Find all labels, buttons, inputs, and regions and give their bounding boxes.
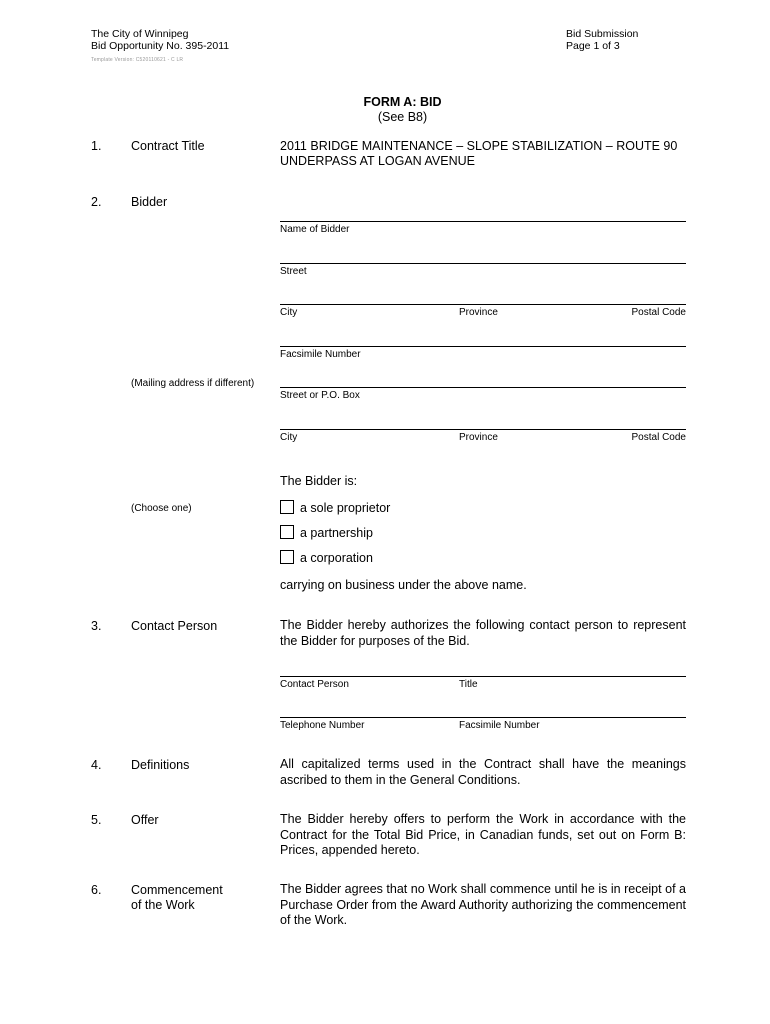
mailing-province-label: Province xyxy=(459,432,498,443)
partnership-label: a partnership xyxy=(300,526,373,540)
section-5-label: Offer xyxy=(131,813,159,827)
form-subtitle: (See B8) xyxy=(377,110,428,124)
facsimile-label: Facsimile Number xyxy=(280,349,361,360)
header-bid-number: Bid Opportunity No. 395-2011 xyxy=(91,40,230,52)
section-6-label-line2: of the Work xyxy=(131,898,195,912)
corporation-checkbox[interactable] xyxy=(280,550,294,564)
section-4-label: Definitions xyxy=(131,758,190,772)
postal-code-label: Postal Code xyxy=(631,307,686,318)
section-1-number: 1. xyxy=(91,139,102,153)
facsimile-field[interactable] xyxy=(280,346,686,347)
contact-person-text: The Bidder hereby authorizes the following contact person to represent the Bidder for purposes of the Bid. xyxy=(280,618,686,648)
contact-person-label: Contact Person xyxy=(280,679,349,690)
province-label: Province xyxy=(459,307,498,318)
header-page-number: Page 1 of 3 xyxy=(566,40,620,52)
section-3-label: Contact Person xyxy=(131,619,218,633)
form-title: FORM A: BID xyxy=(363,95,442,109)
template-version: Template Version: C520110621 - C LR xyxy=(91,57,184,63)
street-label: Street xyxy=(280,266,307,277)
section-2-number: 2. xyxy=(91,195,102,209)
contact-facsimile-label: Facsimile Number xyxy=(459,720,540,731)
section-1-label: Contract Title xyxy=(131,139,205,153)
city-province-postal-field[interactable] xyxy=(280,304,686,305)
mailing-postal-code-label: Postal Code xyxy=(631,432,686,443)
section-6-number: 6. xyxy=(91,883,102,897)
contract-title-line2: UNDERPASS AT LOGAN AVENUE xyxy=(280,154,475,168)
street-field[interactable] xyxy=(280,263,686,264)
section-2-label: Bidder xyxy=(131,195,168,209)
section-5-number: 5. xyxy=(91,813,102,827)
offer-text: The Bidder hereby offers to perform the Work in accordance with the Contract for the Total Bid Price, in Canadian funds, set out on Form B: Prices, appended hereto. xyxy=(280,812,686,857)
telephone-facsimile-field[interactable] xyxy=(280,717,686,718)
mailing-city-label: City xyxy=(280,432,298,443)
carrying-on-business-text: carrying on business under the above name. xyxy=(280,578,527,592)
telephone-number-label: Telephone Number xyxy=(280,720,365,731)
bidder-is-heading: The Bidder is: xyxy=(280,474,358,488)
mailing-street-field[interactable] xyxy=(280,387,686,388)
header-bid-submission: Bid Submission xyxy=(566,28,639,40)
section-3-number: 3. xyxy=(91,619,102,633)
commencement-text: The Bidder agrees that no Work shall commence until he is in receipt of a Purchase Order from the Award Authority authorizing the commencement of the Work. xyxy=(280,882,686,927)
sole-proprietor-checkbox[interactable] xyxy=(280,500,294,514)
sole-proprietor-label: a sole proprietor xyxy=(300,501,391,515)
street-po-label: Street or P.O. Box xyxy=(280,390,360,401)
section-6-label-line1: Commencement xyxy=(131,883,223,897)
header-org: The City of Winnipeg xyxy=(91,28,189,40)
city-label: City xyxy=(280,307,298,318)
choose-one-note: (Choose one) xyxy=(131,503,192,514)
definitions-text: All capitalized terms used in the Contract shall have the meanings ascribed to them in the General Conditions. xyxy=(280,757,686,787)
contact-person-field[interactable] xyxy=(280,676,686,677)
mailing-address-note: (Mailing address if different) xyxy=(131,378,255,389)
partnership-checkbox[interactable] xyxy=(280,525,294,539)
name-of-bidder-field[interactable] xyxy=(280,221,686,222)
mailing-city-field[interactable] xyxy=(280,429,686,430)
title-label: Title xyxy=(459,679,478,690)
contract-title-line1: 2011 BRIDGE MAINTENANCE – SLOPE STABILIZATION – ROUTE 90 xyxy=(280,139,678,153)
section-4-number: 4. xyxy=(91,758,102,772)
corporation-label: a corporation xyxy=(300,551,373,565)
name-of-bidder-label: Name of Bidder xyxy=(280,224,350,235)
